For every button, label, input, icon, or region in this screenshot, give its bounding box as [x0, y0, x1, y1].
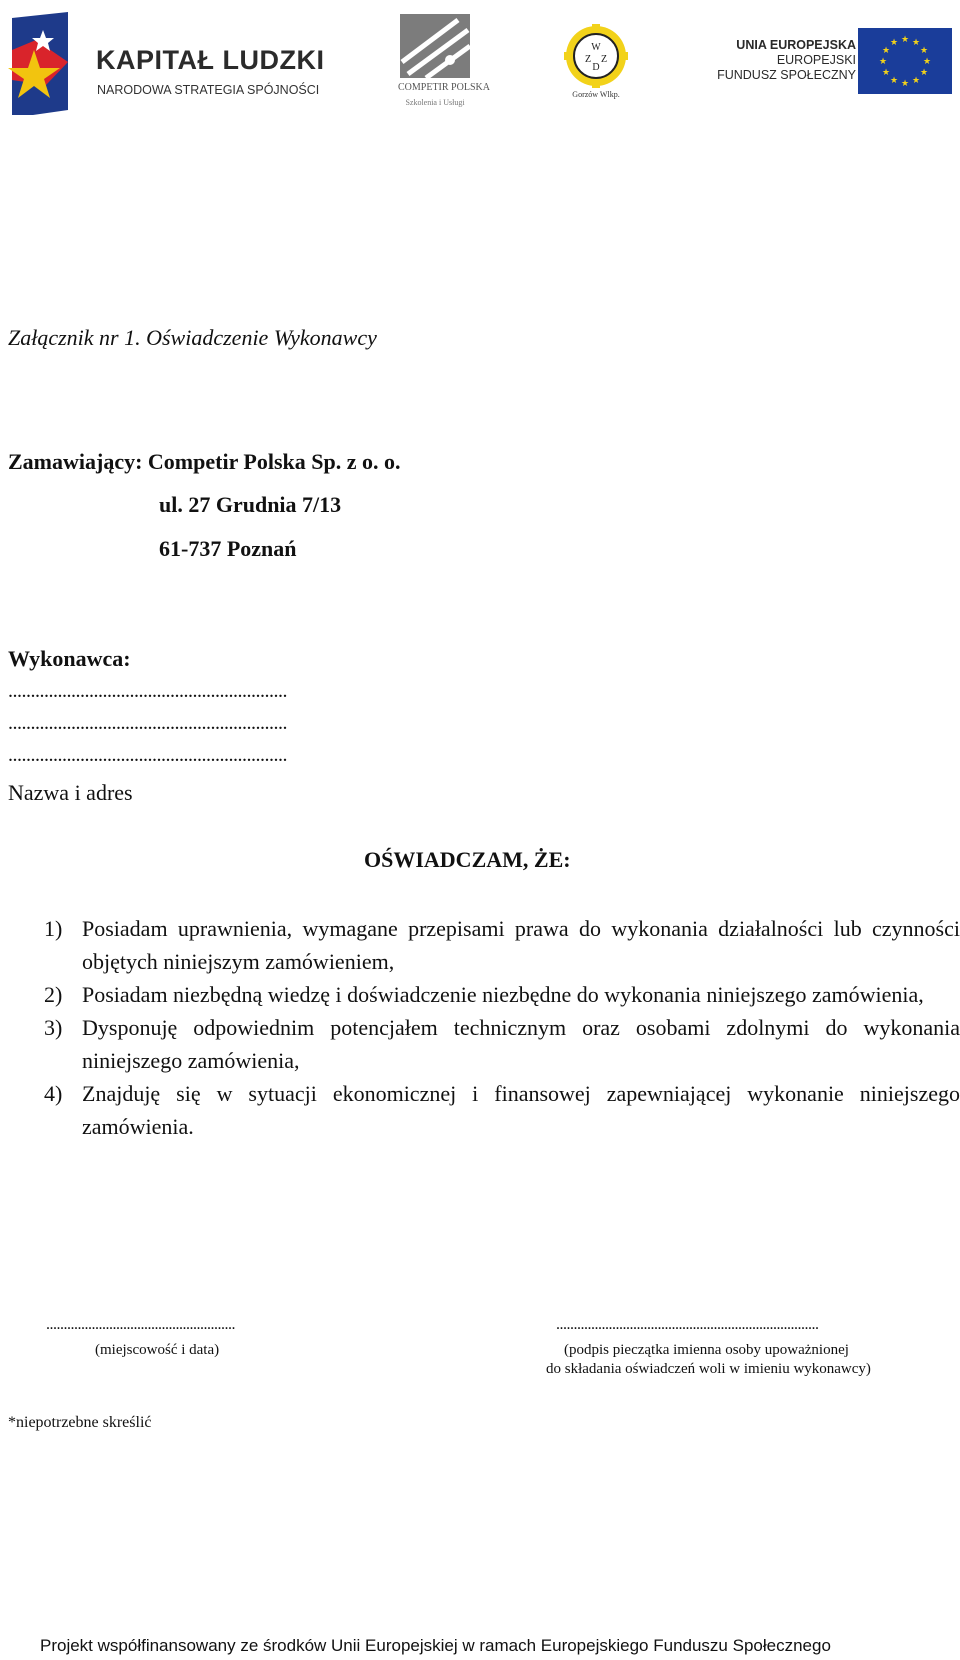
eu-flag-icon [858, 28, 952, 94]
svg-text:Z: Z [600, 54, 608, 65]
svg-text:★: ★ [889, 38, 899, 48]
kapital-ludzki-emblem-icon [6, 10, 76, 115]
contractor-label: Wykonawca: [8, 646, 131, 671]
svg-text:★: ★ [878, 57, 888, 67]
svg-text:W: W [591, 42, 601, 53]
zdz-city: Gorzów Wlkp. [572, 90, 620, 99]
list-item-text: Dysponuję odpowiednim potencjałem technicznym oraz osobami zdolnymi do wykonania niniejszego zamówienia, [82, 1015, 960, 1073]
place-date-label: (miejscowość i data) [95, 1342, 220, 1358]
declaration-list [44, 912, 960, 1143]
zdz-logo [556, 24, 636, 104]
strike-note: *niepotrzebne skreślić [8, 1414, 152, 1431]
orderer-label: Zamawiający: Competir Polska Sp. z o. o. [8, 449, 401, 474]
name-address-label: Nazwa i adres [8, 780, 133, 805]
list-item-number: 1) [44, 916, 63, 941]
list-item [44, 1011, 960, 1077]
svg-text:★: ★ [911, 76, 921, 86]
svg-text:D: D [592, 62, 600, 73]
svg-text:★: ★ [922, 57, 932, 67]
eu-line-1: UNIA EUROPEJSKA [736, 38, 856, 52]
eu-logo [712, 28, 952, 98]
list-item-number: 2) [44, 982, 63, 1007]
kapital-ludzki-subtitle: NARODOWA STRATEGIA SPÓJNOŚCI [97, 83, 320, 97]
kapital-ludzki-logo [6, 10, 326, 115]
svg-text:★: ★ [911, 38, 921, 48]
contractor-line-2: .............................................................. [8, 712, 287, 734]
kapital-ludzki-title: KAPITAŁ LUDZKI [96, 45, 325, 75]
svg-text:★: ★ [889, 76, 899, 86]
attachment-title: Załącznik nr 1. Oświadczenie Wykonawcy [8, 325, 377, 350]
competir-polska-logo [398, 12, 490, 112]
eu-line-3: FUNDUSZ SPOŁECZNY [717, 68, 856, 82]
signature-caption-2: do składania oświadczeń woli w imieniu wykonawcy) [546, 1361, 871, 1377]
list-item [44, 912, 960, 978]
list-item [44, 1077, 960, 1143]
list-item-text: Znajduję się w sytuacji ekonomicznej i finansowej zapewniającej wykonanie niniejszego zamówienia. [82, 1081, 960, 1139]
signature-caption-1: (podpis pieczątka imienna osoby upoważnionej [564, 1342, 849, 1358]
contractor-line-1: .............................................................. [8, 680, 287, 702]
svg-text:★: ★ [900, 79, 910, 89]
svg-text:★: ★ [881, 46, 891, 56]
orderer-street: ul. 27 Grudnia 7/13 [159, 492, 342, 517]
svg-text:★: ★ [919, 46, 929, 56]
list-item-number: 3) [44, 1015, 63, 1040]
svg-text:★: ★ [900, 35, 910, 45]
svg-text:★: ★ [881, 68, 891, 78]
declaration-heading: OŚWIADCZAM, ŻE: [364, 847, 571, 872]
list-item-text: Posiadam niezbędną wiedzę i doświadczenie niezbędne do wykonania niniejszego zamówienia, [82, 982, 924, 1007]
competir-name: COMPETIR POLSKA [398, 82, 490, 93]
eu-line-2: EUROPEJSKI [776, 53, 856, 67]
list-item-number: 4) [44, 1081, 63, 1106]
orderer-city: 61-737 Poznań [159, 536, 297, 561]
list-item-text: Posiadam uprawnienia, wymagane przepisami prawa do wykonania działalności lub czynności objętych niniejszym zamówieniem, [82, 916, 960, 974]
competir-subtitle: Szkolenia i Usługi [405, 98, 465, 107]
signature-dots: ........................................................................... [556, 1316, 819, 1333]
svg-text:★: ★ [919, 68, 929, 78]
list-item [44, 978, 960, 1011]
footer-text: Projekt współfinansowany ze środków Unii Europejskiej w ramach Europejskiego Funduszu Społecznego [40, 1636, 831, 1655]
contractor-line-3: .............................................................. [8, 744, 287, 766]
zdz-gear-icon [556, 24, 636, 90]
competir-stripes-icon [398, 12, 472, 80]
place-date-dots: ...................................................... [46, 1316, 235, 1333]
svg-text:Z: Z [584, 54, 592, 65]
eu-text [717, 38, 856, 83]
